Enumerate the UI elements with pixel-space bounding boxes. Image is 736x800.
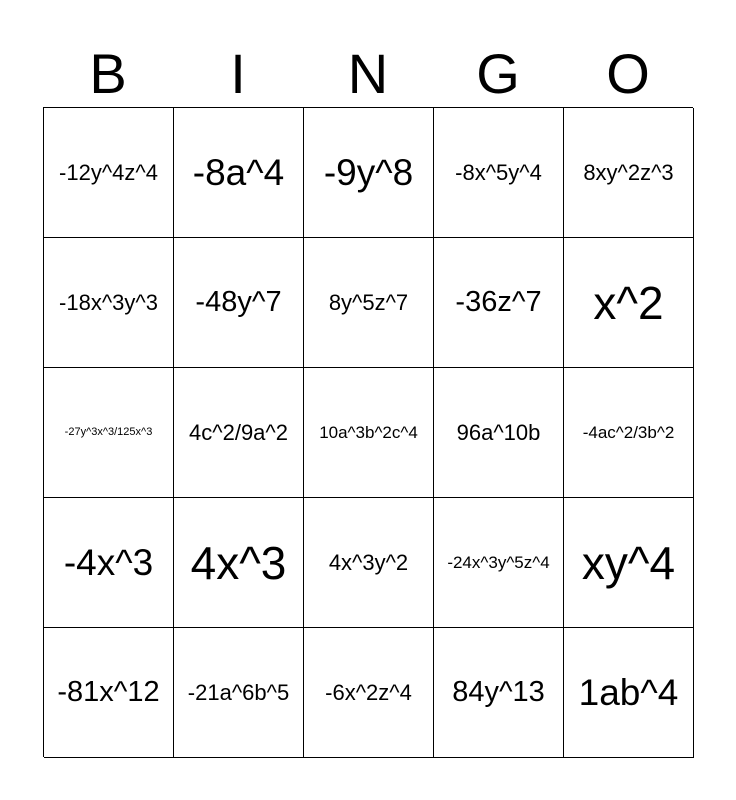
header-letter-n: N	[347, 42, 389, 105]
bingo-cell-r3-c3[interactable]: 10a^3b^2c^4	[304, 368, 434, 498]
bingo-cell-r4-c4[interactable]: -24x^3y^5z^4	[434, 498, 564, 628]
bingo-cell-r3-c5[interactable]: -4ac^2/3b^2	[564, 368, 694, 498]
header-letter-i: I	[230, 42, 246, 105]
bingo-cell-r4-c3[interactable]: 4x^3y^2	[304, 498, 434, 628]
bingo-cell-r1-c1[interactable]: -12y^4z^4	[44, 108, 174, 238]
bingo-cell-r5-c2[interactable]: -21a^6b^5	[174, 628, 304, 758]
bingo-cell-r1-c3[interactable]: -9y^8	[304, 108, 434, 238]
bingo-cell-r3-c2[interactable]: 4c^2/9a^2	[174, 368, 304, 498]
bingo-cell-r1-c4[interactable]: -8x^5y^4	[434, 108, 564, 238]
bingo-cell-r5-c4[interactable]: 84y^13	[434, 628, 564, 758]
bingo-cell-r2-c4[interactable]: -36z^7	[434, 238, 564, 368]
bingo-cell-r2-c1[interactable]: -18x^3y^3	[44, 238, 174, 368]
bingo-cell-r2-c3[interactable]: 8y^5z^7	[304, 238, 434, 368]
bingo-cell-r3-c4[interactable]: 96a^10b	[434, 368, 564, 498]
header-letter-o: O	[606, 42, 650, 105]
bingo-cell-r5-c5[interactable]: 1ab^4	[564, 628, 694, 758]
bingo-cell-r2-c5[interactable]: x^2	[564, 238, 694, 368]
bingo-board	[43, 107, 693, 757]
bingo-cell-r2-c2[interactable]: -48y^7	[174, 238, 304, 368]
bingo-cell-r5-c1[interactable]: -81x^12	[44, 628, 174, 758]
bingo-header	[43, 40, 693, 108]
bingo-cell-r3-c1[interactable]: -27y^3x^3/125x^3	[44, 368, 174, 498]
bingo-cell-r4-c2[interactable]: 4x^3	[174, 498, 304, 628]
header-letter-g: G	[476, 42, 520, 105]
bingo-cell-r4-c1[interactable]: -4x^3	[44, 498, 174, 628]
bingo-cell-r1-c2[interactable]: -8a^4	[174, 108, 304, 238]
bingo-cell-r1-c5[interactable]: 8xy^2z^3	[564, 108, 694, 238]
header-letter-b: B	[89, 42, 127, 105]
bingo-cell-r5-c3[interactable]: -6x^2z^4	[304, 628, 434, 758]
bingo-cell-r4-c5[interactable]: xy^4	[564, 498, 694, 628]
